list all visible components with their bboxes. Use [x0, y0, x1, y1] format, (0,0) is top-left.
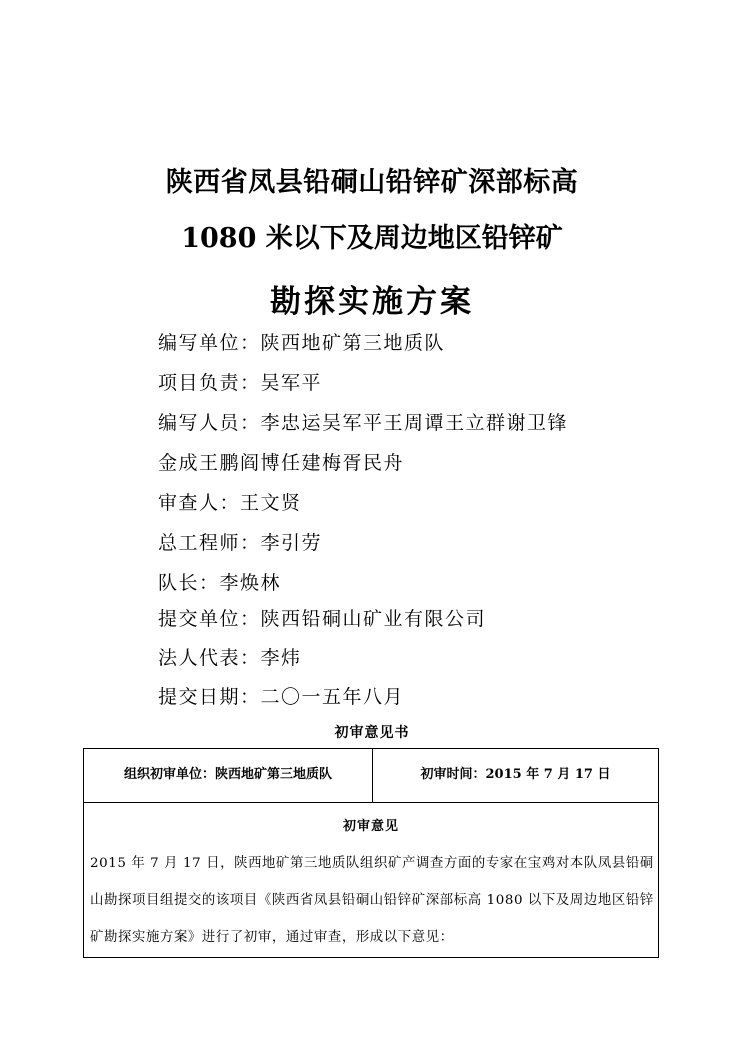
- submission-date: 提交日期：二〇一五年八月: [158, 686, 405, 708]
- organizing-unit-cell: 组织初审单位：陕西地矿第三地质队: [84, 749, 373, 802]
- submitting-unit: 提交单位：陕西铅硐山矿业有限公司: [158, 608, 487, 630]
- document-title-line-1: 陕西省凤县铅硐山铅锌矿深部标高: [165, 167, 579, 198]
- document-title-line-3: 勘探实施方案: [270, 284, 474, 320]
- review-time-cell: 初审时间：2015 年 7 月 17 日: [420, 767, 611, 782]
- form-title: 初审意见书: [334, 725, 410, 741]
- review-form-header-row: [84, 749, 658, 803]
- opinion-text: 2015 年 7 月 17 日，陕西地矿第三地质队组织矿产调查方面的专家在宝鸡对本队凤县铅硐山勘探项目组提交的该项目《陕西省凤县铅硐山铅锌矿深部标高 1080 以下及周边地区铅锌矿勘探实施方案》进行了初审，通过审查，形成以下意见：: [90, 856, 654, 945]
- opinion-heading: 初审意见: [342, 819, 399, 834]
- legal-representative: 法人代表：李炜: [158, 647, 302, 669]
- compilers: 编写人员：李忠运吴军平王周谭王立群谢卫锋: [158, 412, 569, 434]
- compilers-continued: 金成王鹏阎博任建梅胥民舟: [158, 452, 405, 474]
- chief-engineer: 总工程师：李引劳: [158, 532, 323, 554]
- reviewer: 审查人：王文贤: [158, 492, 302, 514]
- compiling-unit: 编写单位：陕西地矿第三地质队: [158, 332, 446, 354]
- document-title-line-2: 1080 米以下及周边地区铅锌矿: [181, 223, 563, 254]
- team-captain: 队长：李焕林: [158, 572, 282, 594]
- review-form-table: [83, 748, 659, 958]
- project-leader: 项目负责：吴军平: [158, 372, 323, 394]
